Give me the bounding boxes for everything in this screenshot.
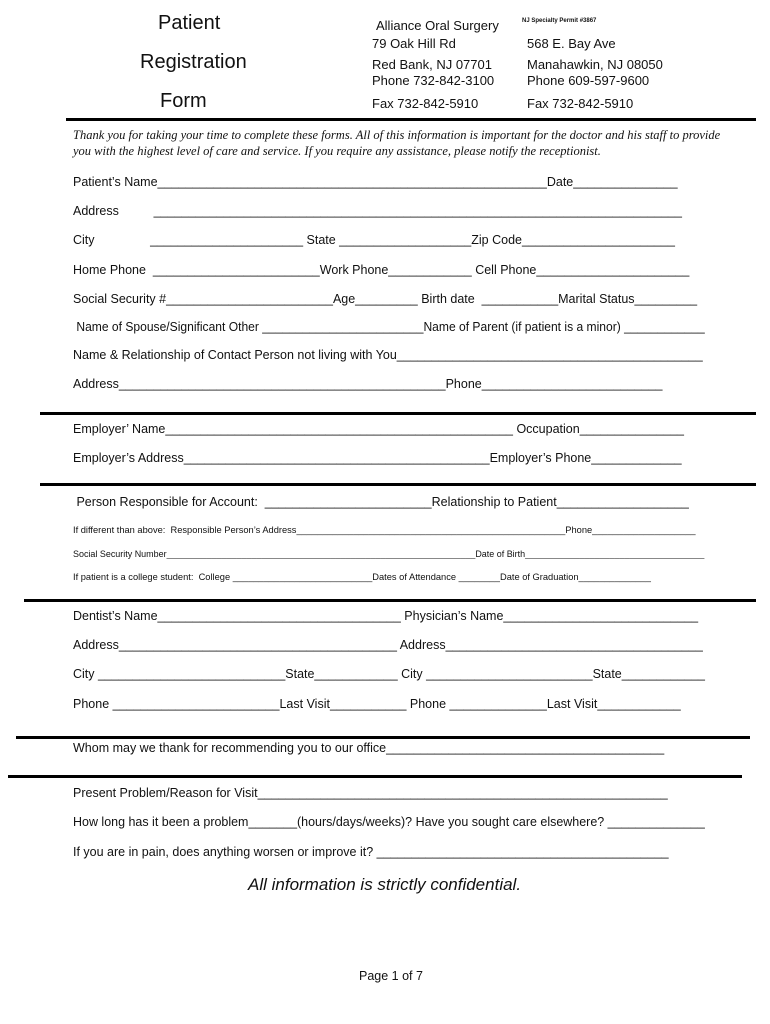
patient-name-row: Patient’s Name________________________________________________________Date_______________ (73, 175, 678, 189)
referral-row: Whom may we thank for recommending you to our office________________________________________ (73, 741, 665, 755)
provider-city-row: City ___________________________State____________ City ________________________State____________ (73, 667, 705, 681)
city-state-zip-row: City ______________________ State ___________________Zip Code______________________ (73, 233, 675, 247)
office2-phone: Phone 609-597-9600 (527, 73, 650, 88)
intro-text: Thank you for taking your time to complete these forms. All of this information is important for the doctor and his staff to provide you with the highest level of care and service. If you require any assistance, please notify the receptionist. (73, 128, 721, 158)
office2-permit: NJ Specialty Permit #3867 (522, 18, 597, 24)
office2-city: Manahawkin, NJ 08050 (527, 57, 663, 72)
office1-phone: Phone 732-842-3100 (372, 73, 495, 88)
office1-fax: Fax 732-842-5910 (372, 96, 479, 111)
employer-divider (40, 412, 756, 415)
college-row: If patient is a college student: College ___________________________Dates of Attendance ________Date of Graduation______________ (73, 572, 651, 582)
responsible-ssn-row: Social Security Number______________________________________________________________Date of Birth____________________________________ (73, 549, 705, 559)
responsible-divider (40, 483, 756, 486)
ssn-age-row: Social Security #________________________Age_________ Birth date ___________Marital Status_________ (73, 292, 698, 306)
confidential-note: All information is strictly confidential. (248, 875, 522, 894)
office2-fax: Fax 732-842-5910 (527, 96, 634, 111)
contact-person-row: Name & Relationship of Contact Person not living with You____________________________________________ (73, 348, 703, 362)
providers-divider (24, 599, 756, 602)
address-row: Address ____________________________________________________________________________ (73, 204, 682, 218)
responsible-address-row: If different than above: Responsible Person’s Address____________________________________________________Phone____________________ (73, 525, 696, 535)
office1-name: Alliance Oral Surgery (376, 18, 499, 33)
form-title-line-3: Form (160, 90, 207, 112)
office1-city: Red Bank, NJ 07701 (372, 57, 492, 72)
page-number: Page 1 of 7 (359, 969, 423, 983)
header-divider (66, 118, 756, 121)
employer-address-row: Employer’s Address____________________________________________Employer’s Phone_____________ (73, 451, 682, 465)
office2-street: 568 E. Bay Ave (527, 36, 616, 51)
responsible-person-row: Person Responsible for Account: ________________________Relationship to Patient___________________ (73, 495, 689, 509)
pain-row: If you are in pain, does anything worsen or improve it? __________________________________________ (73, 845, 669, 859)
form-title-line-2: Registration (140, 51, 247, 73)
present-problem-row: Present Problem/Reason for Visit___________________________________________________________ (73, 786, 668, 800)
referral-divider (16, 736, 750, 739)
employer-name-row: Employer’ Name__________________________________________________ Occupation_______________ (73, 422, 684, 436)
spouse-parent-row: Name of Spouse/Significant Other ________________________Name of Parent (if patient is a minor) ____________ (73, 320, 705, 334)
duration-row: How long has it been a problem_______(hours/days/weeks)? Have you sought care elsewhere? ______________ (73, 815, 705, 829)
dentist-physician-row: Dentist’s Name___________________________________ Physician’s Name____________________________ (73, 609, 699, 623)
provider-address-row: Address________________________________________ Address_____________________________________ (73, 638, 703, 652)
problem-divider (8, 775, 742, 778)
form-title-line-1: Patient (158, 12, 221, 34)
office1-street: 79 Oak Hill Rd (372, 36, 456, 51)
contact-address-row: Address_______________________________________________Phone__________________________ (73, 377, 663, 391)
phone-row: Home Phone ________________________Work Phone____________ Cell Phone______________________ (73, 263, 690, 277)
provider-phone-row: Phone ________________________Last Visit___________ Phone ______________Last Visit____________ (73, 697, 681, 711)
